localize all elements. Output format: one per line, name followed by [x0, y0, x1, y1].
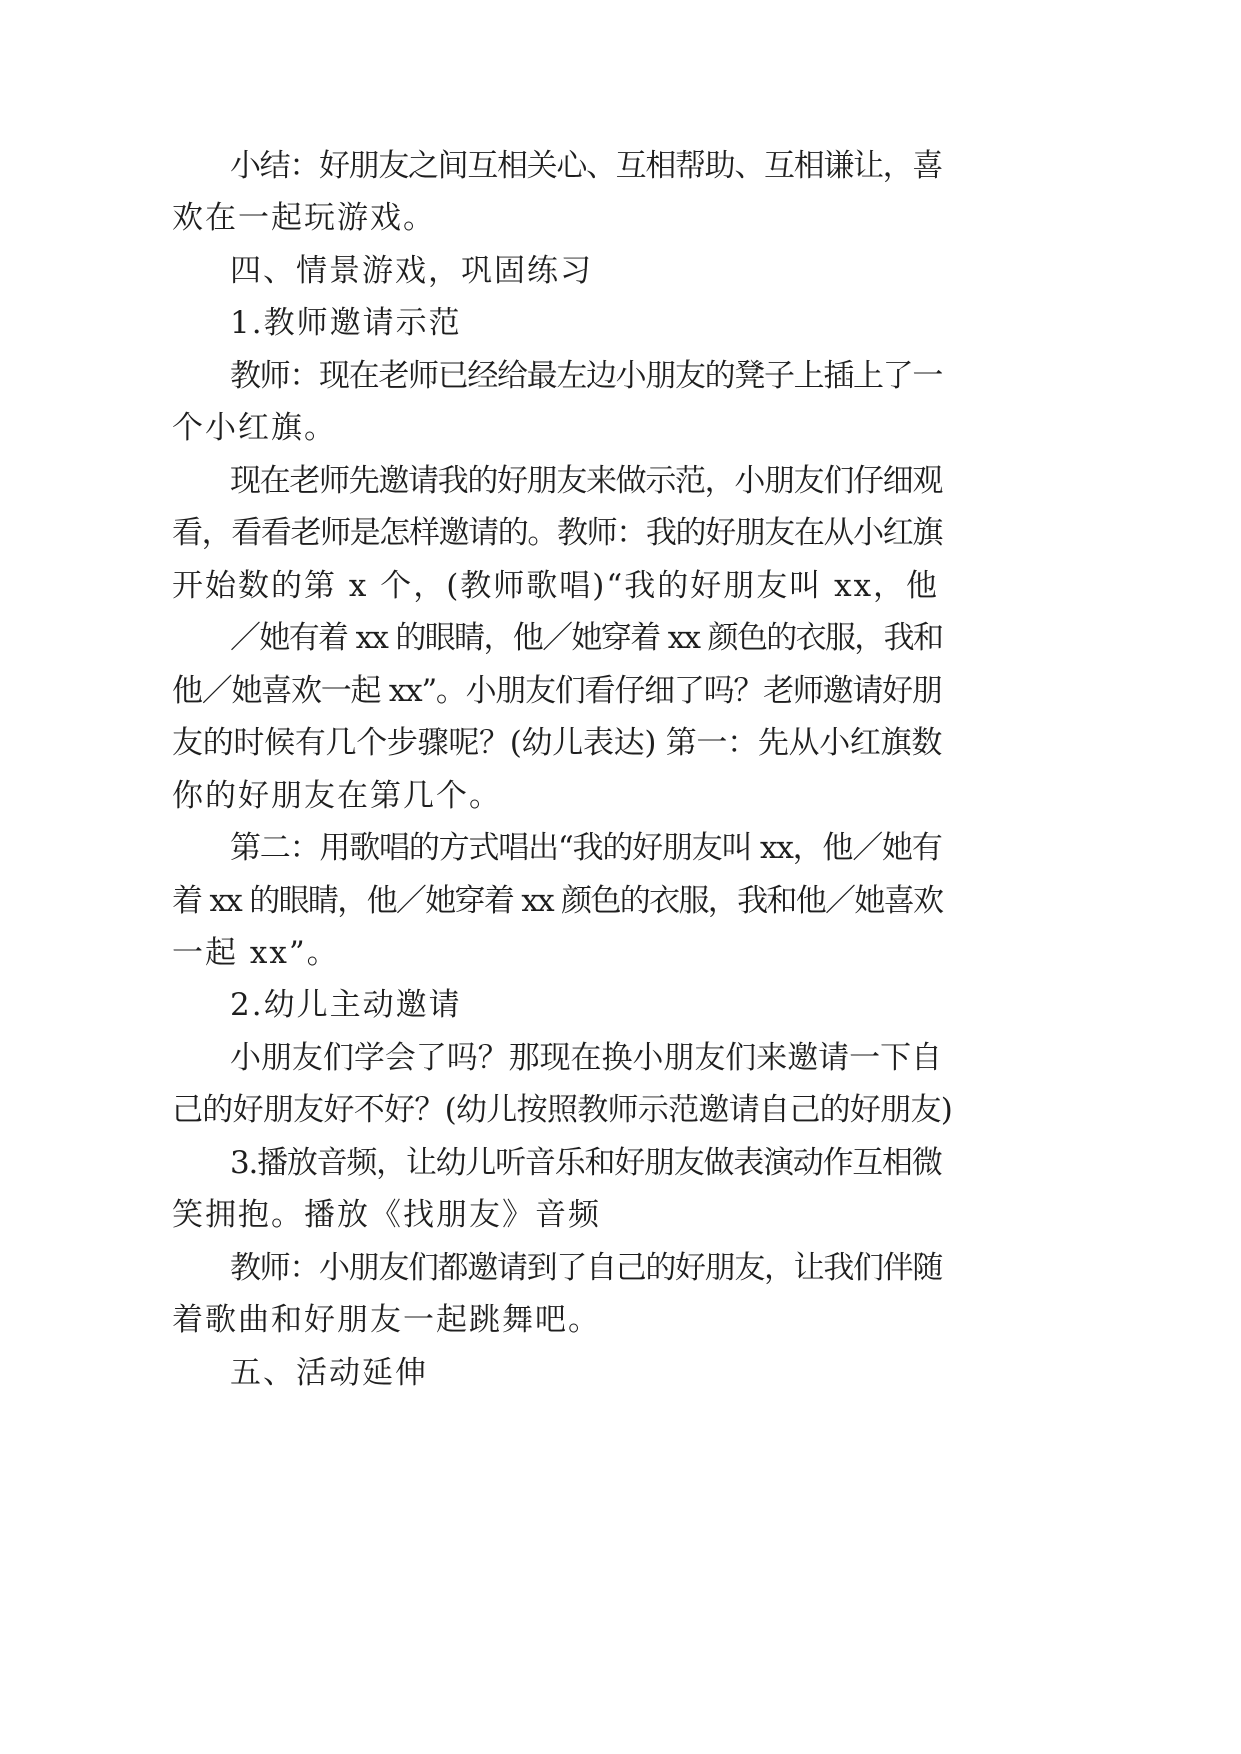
text-line: 你的好朋友在第几个。 — [172, 778, 502, 814]
text-line: 现在老师先邀请我的好朋友来做示范，小朋友们仔细观 — [230, 463, 942, 499]
subsection-heading: 1.教师邀请示范 — [230, 305, 462, 341]
text-line: 3.播放音频，让幼儿听音乐和好朋友做表演动作互相微 — [230, 1145, 942, 1181]
text-line: 着歌曲和好朋友一起跳舞吧。 — [172, 1302, 601, 1338]
text-line: 着 xx 的眼睛，他／她穿着 xx 颜色的衣服，我和他／她喜欢 — [172, 883, 943, 919]
text-line: 第二：用歌唱的方式唱出“我的好朋友叫 xx，他／她有 — [230, 830, 942, 866]
text-line: 个小红旗。 — [172, 410, 337, 446]
text-line: 一起 xx”。 — [172, 935, 340, 971]
text-line: 看，看看老师是怎样邀请的。教师：我的好朋友在从小红旗 — [172, 515, 942, 551]
text-line: 教师：现在老师已经给最左边小朋友的凳子上插上了一 — [230, 358, 942, 394]
section-heading: 四、情景游戏，巩固练习 — [230, 253, 593, 289]
subsection-heading: 2.幼儿主动邀请 — [230, 987, 462, 1023]
text-line: 欢在一起玩游戏。 — [172, 200, 436, 236]
text-line: 己的好朋友好不好？(幼儿按照教师示范邀请自己的好朋友) — [172, 1092, 953, 1128]
text-line: 小结：好朋友之间互相关心、互相帮助、互相谦让，喜 — [230, 148, 942, 184]
text-line: 教师：小朋友们都邀请到了自己的好朋友，让我们伴随 — [230, 1250, 942, 1286]
text-line: 笑拥抱。播放《找朋友》音频 — [172, 1197, 601, 1233]
text-line: 小朋友们学会了吗？那现在换小朋友们来邀请一下自 — [230, 1040, 942, 1076]
text-line: 他／她喜欢一起 xx”。小朋友们看仔细了吗？老师邀请好朋 — [172, 673, 942, 709]
text-line: 友的时候有几个步骤呢？(幼儿表达) 第一：先从小红旗数 — [172, 725, 943, 761]
section-heading: 五、活动延伸 — [230, 1355, 428, 1391]
text-line: ／她有着 xx 的眼睛，他／她穿着 xx 颜色的衣服，我和 — [230, 620, 943, 656]
text-line: 开始数的第 x 个，(教师歌唱)“我的好朋友叫 xx，他 — [172, 568, 940, 604]
